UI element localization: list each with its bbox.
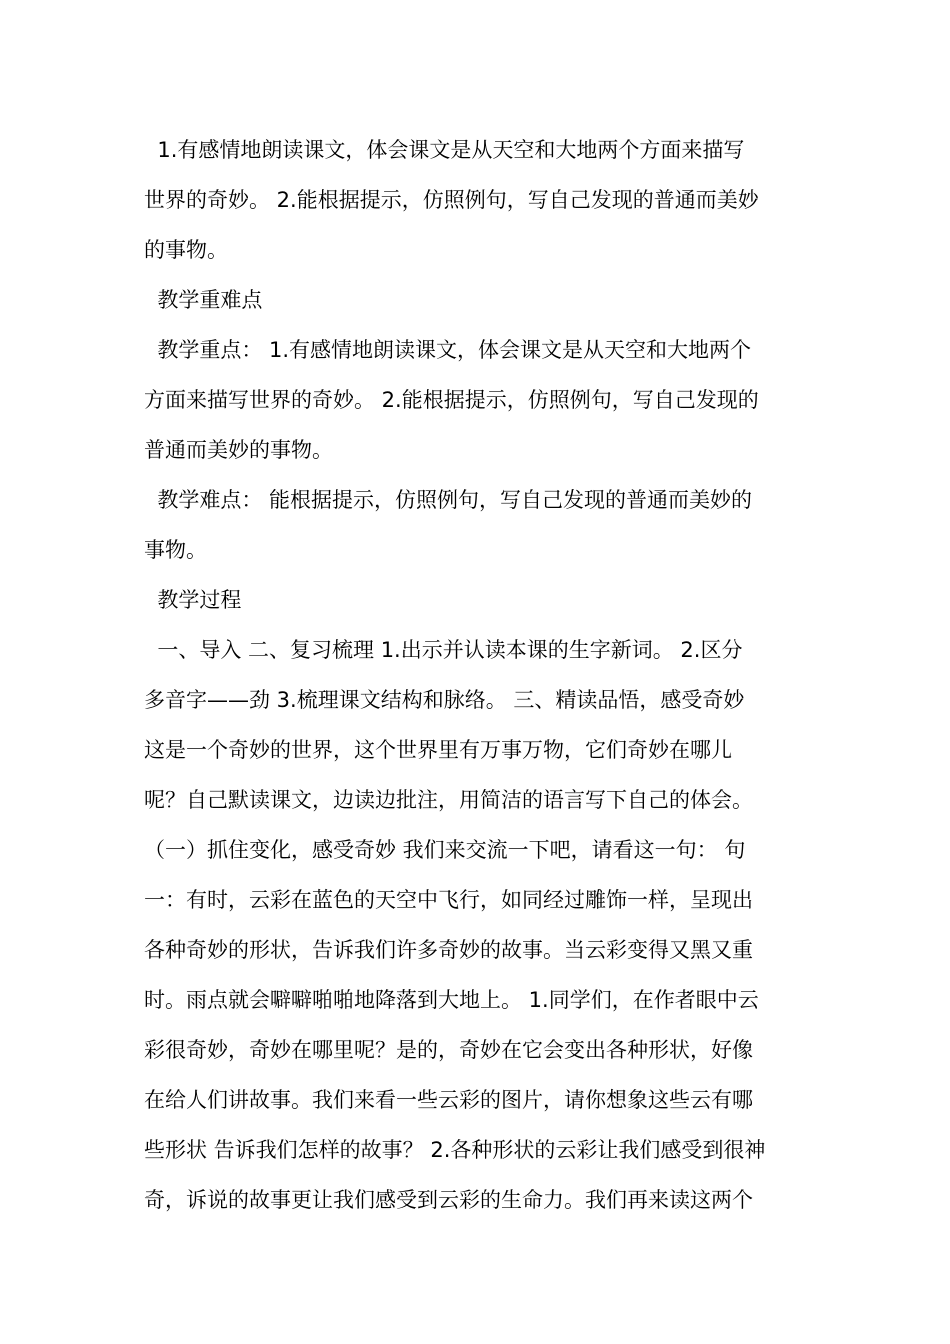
text-line: 在给人们讲故事。我们来看一些云彩的图片，请你想象这些云有哪 [144, 1088, 753, 1112]
text-line: 时。雨点就会噼噼啪啪地降落到大地上。 1.同学们，在作者眼中云 [144, 988, 759, 1012]
text-line: 这是一个奇妙的世界，这个世界里有万事万物，它们奇妙在哪儿 [144, 738, 732, 762]
text-line: 教学重点： 1.有感情地朗读课文，体会课文是从天空和大地两个 [144, 338, 752, 362]
text-line: 教学难点： 能根据提示，仿照例句，写自己发现的普通而美妙的 [144, 488, 753, 512]
text-line: 一、导入 二、复习梳理 1.出示并认读本课的生字新词。 2.区分 [144, 638, 743, 662]
section-heading: 教学重难点 [144, 288, 263, 312]
text-line: 普通而美妙的事物。 [144, 438, 333, 462]
text-line: 1.有感情地朗读课文，体会课文是从天空和大地两个方面来描写 [144, 138, 745, 162]
text-line: （一）抓住变化，感受奇妙 我们来交流一下吧，请看这一句： 句 [144, 838, 746, 862]
text-line: 奇，诉说的故事更让我们感受到云彩的生命力。我们再来读这两个 [144, 1188, 753, 1212]
text-line: 一：有时，云彩在蓝色的天空中飞行，如同经过雕饰一样，呈现出 [144, 888, 753, 912]
text-line: 事物。 [144, 538, 207, 562]
text-line: 彩很奇妙，奇妙在哪里呢？是的，奇妙在它会变出各种形状，好像 [144, 1038, 753, 1062]
text-line: 各种奇妙的形状，告诉我们许多奇妙的故事。当云彩变得又黑又重 [144, 938, 753, 962]
text-line: 的事物。 [144, 238, 228, 262]
text-line: 方面来描写世界的奇妙。 2.能根据提示，仿照例句，写自己发现的 [144, 388, 759, 412]
text-line: 些形状 告诉我们怎样的故事？ 2.各种形状的云彩让我们感受到很神 [144, 1138, 766, 1162]
section-heading: 教学过程 [144, 588, 242, 612]
text-line: 呢？自己默读课文，边读边批注，用简洁的语言写下自己的体会。 [144, 788, 753, 812]
text-line: 世界的奇妙。 2.能根据提示，仿照例句，写自己发现的普通而美妙 [144, 188, 759, 212]
text-line: 多音字——劲 3.梳理课文结构和脉络。 三、精读品悟，感受奇妙 [144, 688, 745, 712]
